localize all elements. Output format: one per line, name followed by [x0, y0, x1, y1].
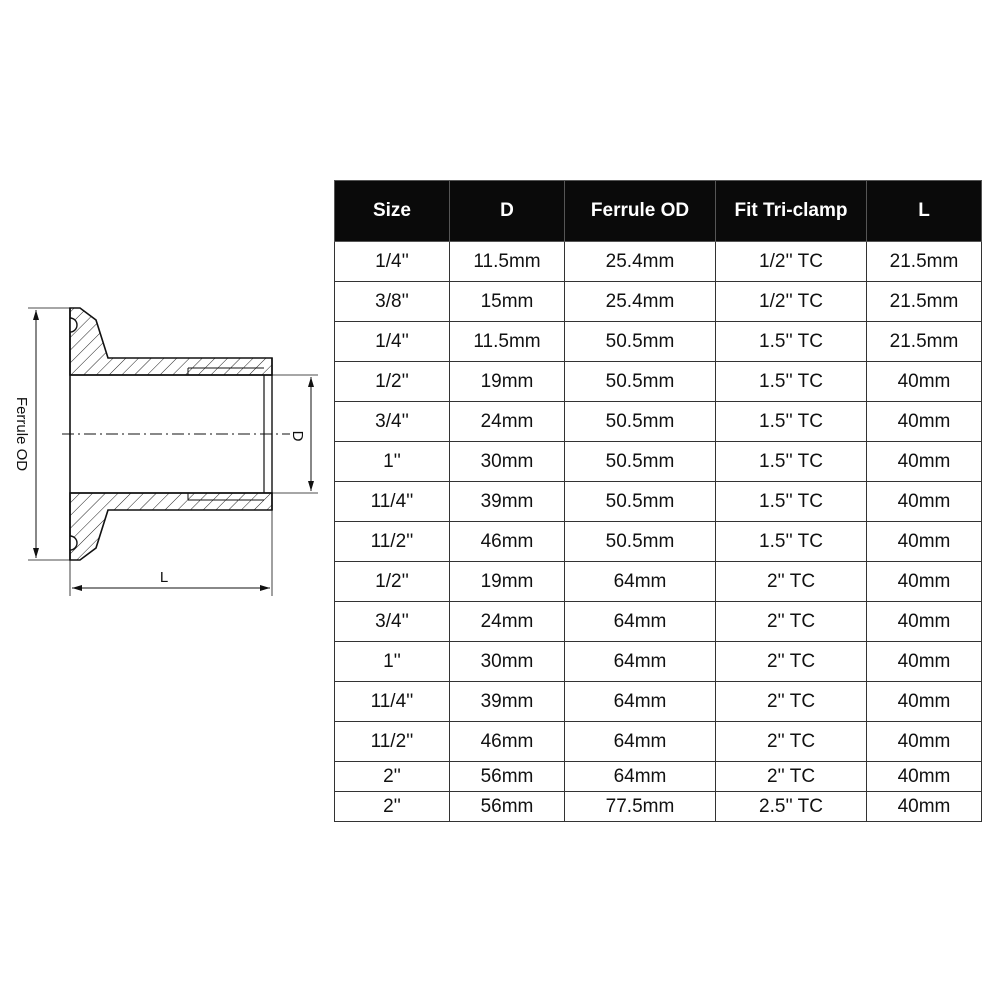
- cell-d: 39mm: [450, 682, 565, 722]
- cell-ferrule-od: 64mm: [565, 642, 716, 682]
- header-size: Size: [335, 181, 450, 242]
- cell-size: 11/2'': [335, 722, 450, 762]
- cell-size: 1/4'': [335, 322, 450, 362]
- header-d: D: [450, 181, 565, 242]
- cell-size: 3/4'': [335, 402, 450, 442]
- table-row: [335, 642, 982, 682]
- cell-d: 46mm: [450, 722, 565, 762]
- cell-d: 19mm: [450, 362, 565, 402]
- cell-size: 1/4'': [335, 242, 450, 282]
- cell-ferrule-od: 50.5mm: [565, 442, 716, 482]
- ferrule-od-label: Ferrule OD: [13, 396, 30, 472]
- header-ferrule-od: Ferrule OD: [565, 181, 716, 242]
- cell-size: 1'': [335, 642, 450, 682]
- cell-d: 46mm: [450, 522, 565, 562]
- cell-ferrule-od: 50.5mm: [565, 522, 716, 562]
- cell-d: 56mm: [450, 762, 565, 792]
- cell-size: 1/2'': [335, 362, 450, 402]
- table-row: [335, 322, 982, 362]
- lower-section: [70, 493, 272, 560]
- cell-fit-tri-clamp: 1.5'' TC: [716, 362, 867, 402]
- cell-l: 40mm: [867, 442, 982, 482]
- cell-size: 11/2'': [335, 522, 450, 562]
- upper-section: [70, 308, 272, 375]
- cell-ferrule-od: 25.4mm: [565, 282, 716, 322]
- cell-l: 40mm: [867, 762, 982, 792]
- cell-fit-tri-clamp: 2'' TC: [716, 762, 867, 792]
- cell-fit-tri-clamp: 1.5'' TC: [716, 482, 867, 522]
- cell-fit-tri-clamp: 1.5'' TC: [716, 402, 867, 442]
- cell-d: 24mm: [450, 602, 565, 642]
- cell-fit-tri-clamp: 2'' TC: [716, 602, 867, 642]
- cell-size: 1/2'': [335, 562, 450, 602]
- table-row: [335, 242, 982, 282]
- cell-ferrule-od: 50.5mm: [565, 362, 716, 402]
- table-row: [335, 442, 982, 482]
- cell-ferrule-od: 64mm: [565, 722, 716, 762]
- table-header-row: [335, 181, 982, 242]
- cell-ferrule-od: 50.5mm: [565, 482, 716, 522]
- cell-fit-tri-clamp: 1.5'' TC: [716, 442, 867, 482]
- cell-l: 40mm: [867, 402, 982, 442]
- table-row: [335, 762, 982, 792]
- cell-size: 3/8'': [335, 282, 450, 322]
- ferrule-technical-drawing: [0, 280, 330, 610]
- cell-fit-tri-clamp: 2'' TC: [716, 562, 867, 602]
- cell-l: 40mm: [867, 482, 982, 522]
- cell-d: 24mm: [450, 402, 565, 442]
- cell-fit-tri-clamp: 2'' TC: [716, 682, 867, 722]
- cell-l: 21.5mm: [867, 282, 982, 322]
- cell-d: 30mm: [450, 442, 565, 482]
- cell-d: 15mm: [450, 282, 565, 322]
- table-row: [335, 682, 982, 722]
- cell-l: 40mm: [867, 362, 982, 402]
- cell-ferrule-od: 64mm: [565, 762, 716, 792]
- table-row: [335, 362, 982, 402]
- table-row: [335, 522, 982, 562]
- table-row: [335, 482, 982, 522]
- cell-fit-tri-clamp: 2.5'' TC: [716, 792, 867, 822]
- cell-size: 11/4'': [335, 682, 450, 722]
- cell-l: 40mm: [867, 602, 982, 642]
- cell-fit-tri-clamp: 1.5'' TC: [716, 322, 867, 362]
- cell-fit-tri-clamp: 1.5'' TC: [716, 522, 867, 562]
- cell-size: 2'': [335, 792, 450, 822]
- cell-l: 40mm: [867, 562, 982, 602]
- cell-fit-tri-clamp: 1/2'' TC: [716, 242, 867, 282]
- cell-fit-tri-clamp: 2'' TC: [716, 642, 867, 682]
- table-row: [335, 402, 982, 442]
- cell-l: 21.5mm: [867, 242, 982, 282]
- cell-d: 39mm: [450, 482, 565, 522]
- header-fit-tri-clamp: Fit Tri-clamp: [716, 181, 867, 242]
- cell-ferrule-od: 77.5mm: [565, 792, 716, 822]
- l-label: L: [159, 569, 169, 586]
- cell-d: 11.5mm: [450, 322, 565, 362]
- table-row: [335, 722, 982, 762]
- cell-l: 40mm: [867, 722, 982, 762]
- cell-size: 2'': [335, 762, 450, 792]
- cell-size: 11/4'': [335, 482, 450, 522]
- cell-size: 1'': [335, 442, 450, 482]
- cell-fit-tri-clamp: 1/2'' TC: [716, 282, 867, 322]
- cell-d: 11.5mm: [450, 242, 565, 282]
- table-row: [335, 792, 982, 822]
- cell-l: 40mm: [867, 682, 982, 722]
- cell-d: 19mm: [450, 562, 565, 602]
- cell-d: 56mm: [450, 792, 565, 822]
- table-row: [335, 602, 982, 642]
- cell-fit-tri-clamp: 2'' TC: [716, 722, 867, 762]
- header-l: L: [867, 181, 982, 242]
- cell-l: 21.5mm: [867, 322, 982, 362]
- cell-size: 3/4'': [335, 602, 450, 642]
- cell-ferrule-od: 64mm: [565, 562, 716, 602]
- table-row: [335, 282, 982, 322]
- cell-l: 40mm: [867, 792, 982, 822]
- cell-ferrule-od: 64mm: [565, 602, 716, 642]
- cell-ferrule-od: 50.5mm: [565, 322, 716, 362]
- cell-l: 40mm: [867, 522, 982, 562]
- cell-ferrule-od: 50.5mm: [565, 402, 716, 442]
- size-spec-table: [334, 180, 982, 822]
- cell-l: 40mm: [867, 642, 982, 682]
- table-row: [335, 562, 982, 602]
- cell-d: 30mm: [450, 642, 565, 682]
- cell-ferrule-od: 25.4mm: [565, 242, 716, 282]
- cell-ferrule-od: 64mm: [565, 682, 716, 722]
- d-label: D: [289, 430, 306, 442]
